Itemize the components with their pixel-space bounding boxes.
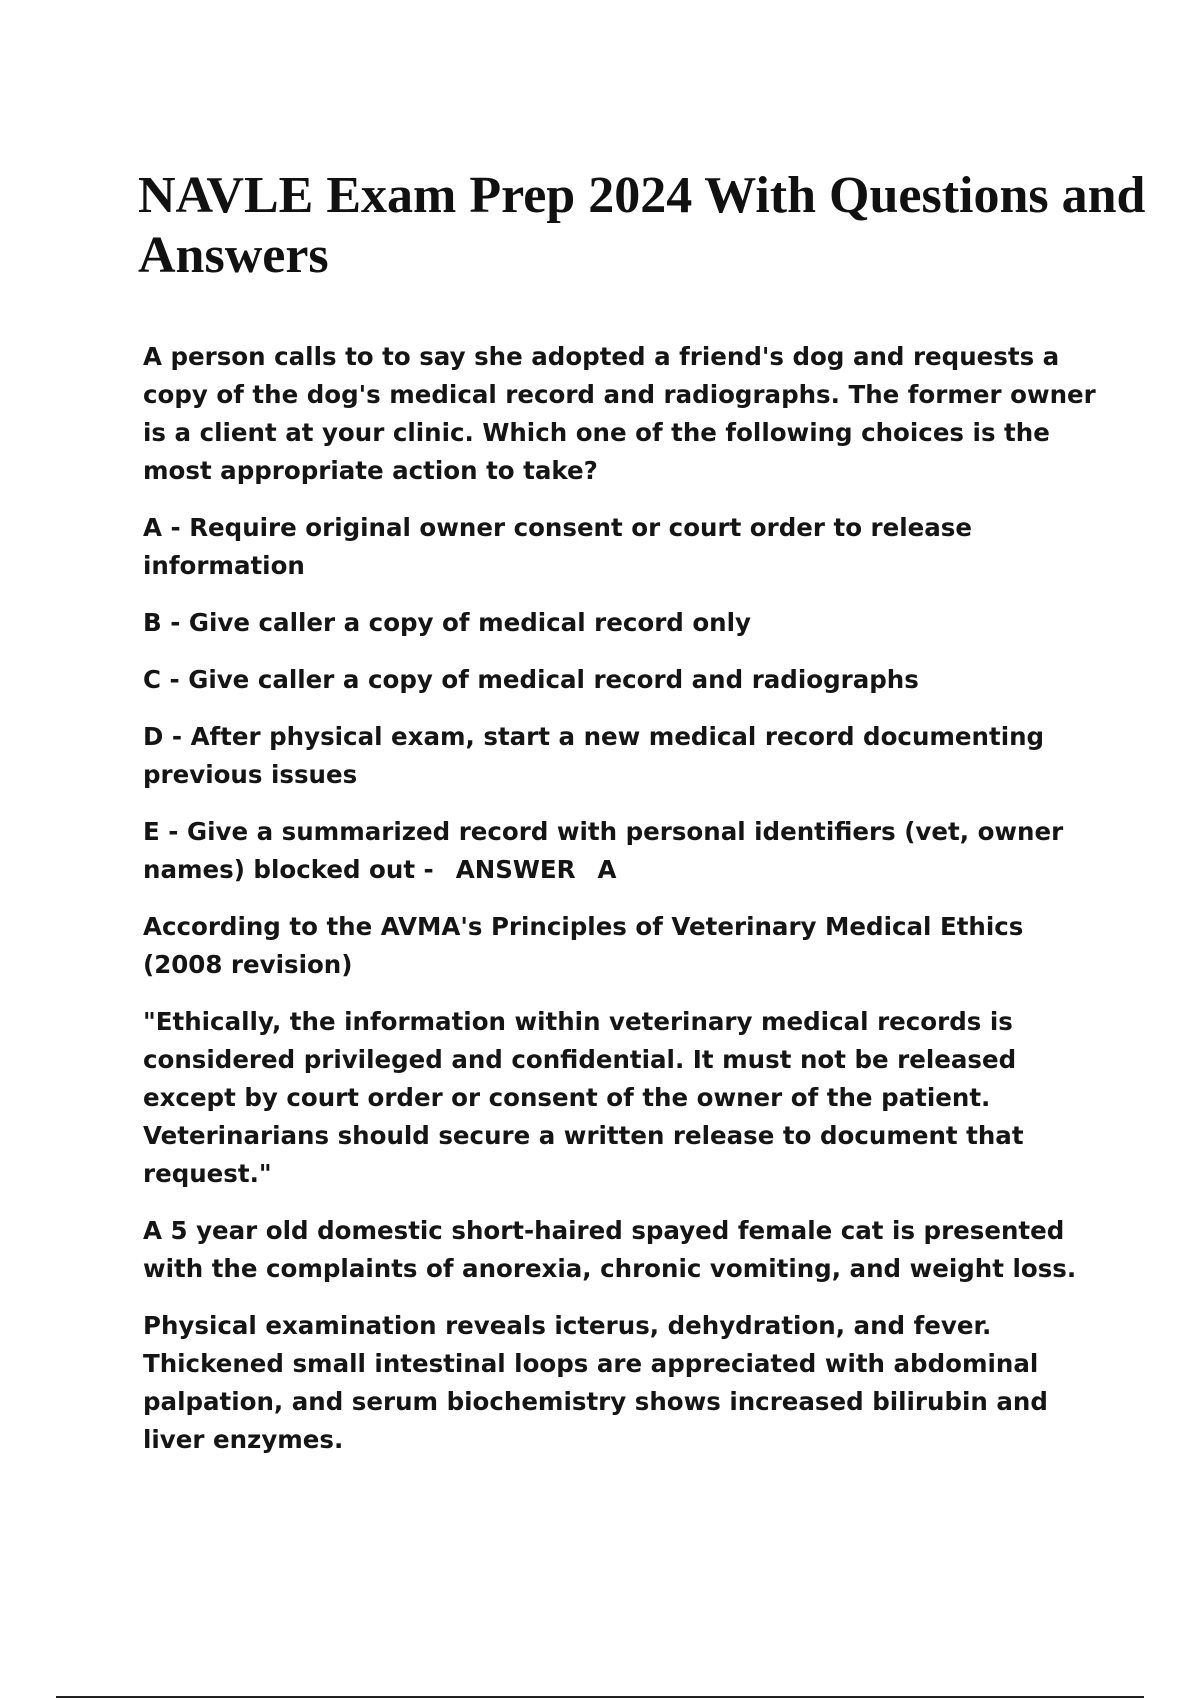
option-a: A - Require original owner consent or court order to release information [143, 513, 973, 580]
document-body [143, 338, 1103, 1478]
question-1-prompt: A person calls to to say she adopted a friend's dog and requests a copy of the dog's medical record and radiographs. The former owner is a client at your clinic. Which one of the following choices is the most appropriate action to take? [143, 342, 1096, 485]
option-c: C - Give caller a copy of medical record and radiographs [143, 665, 919, 694]
option-b: B - Give caller a copy of medical record only [143, 608, 751, 637]
option-e-text: E - Give a summarized record with personal identifiers (vet, owner names) blocked out - [143, 817, 1064, 884]
document-title: NAVLE Exam Prep 2024 With Questions and Answers [138, 167, 1146, 284]
explanation-quote: "Ethically, the information within veterinary medical records is considered privileged and confidential. It must not be released except by court order or consent of the owner of the patient. Veterinarians should secure a written release to document that request." [143, 1007, 1024, 1188]
explanation-source: According to the AVMA's Principles of Veterinary Medical Ethics (2008 revision) [143, 912, 1024, 979]
option-d: D - After physical exam, start a new medical record documenting previous issues [143, 722, 1045, 789]
answer-value: A [597, 855, 617, 884]
footer-divider [56, 1696, 1144, 1698]
answer-label: ANSWER [455, 855, 576, 884]
question-2-case-findings: Physical examination reveals icterus, dehydration, and fever. Thickened small intestinal loops are appreciated with abdominal palpation, and serum biochemistry shows increased bilirubin and liver enzymes. [143, 1311, 1048, 1454]
question-2-case-intro: A 5 year old domestic short-haired spayed female cat is presented with the complaints of anorexia, chronic vomiting, and weight loss. [143, 1216, 1077, 1283]
option-e [143, 813, 1103, 889]
